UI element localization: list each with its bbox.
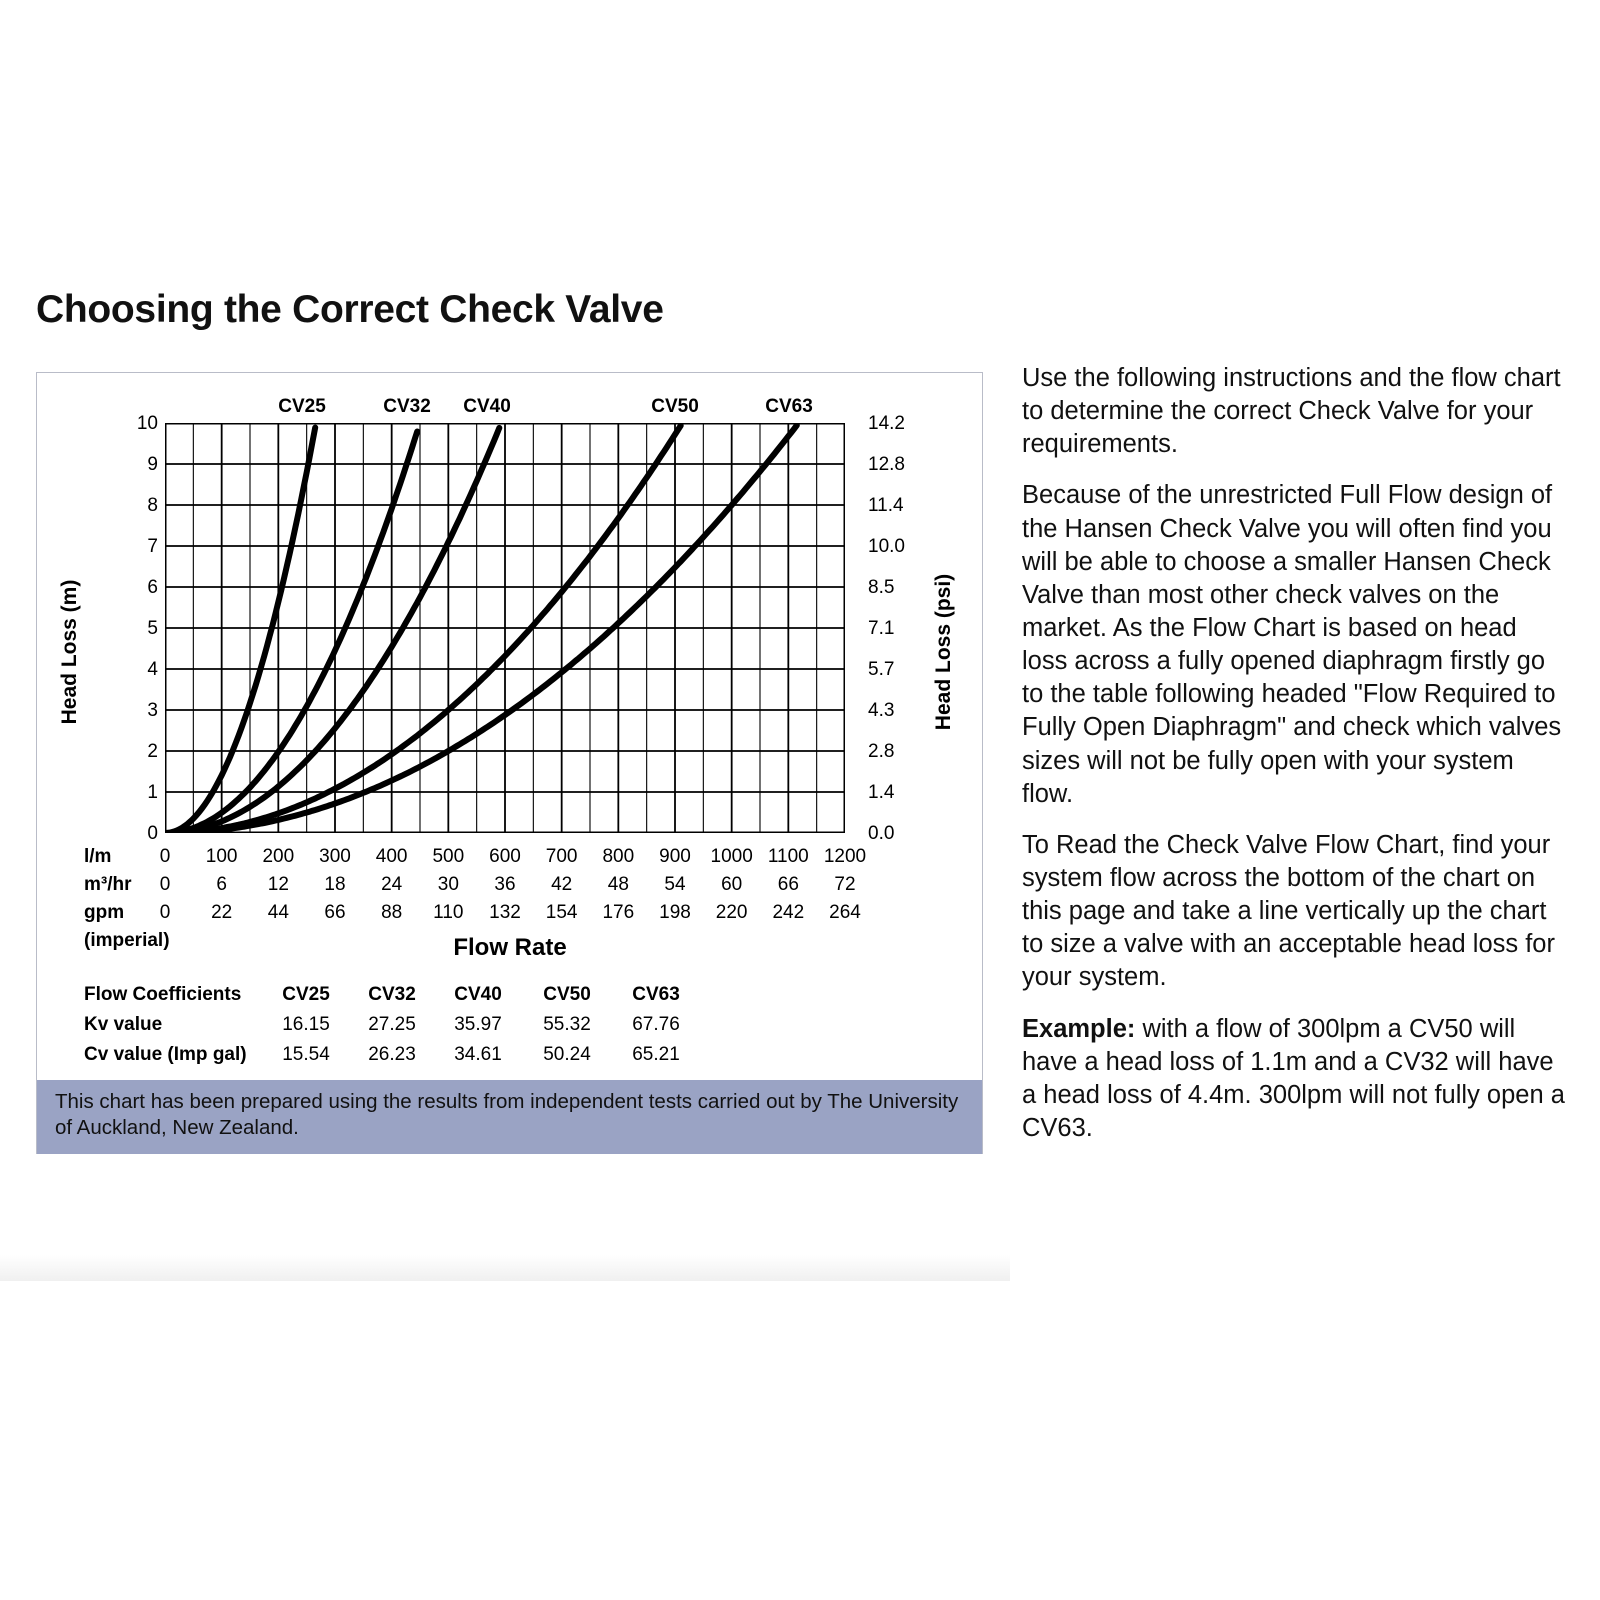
x-tick-lm: 400 bbox=[375, 846, 408, 867]
coef-col-cv25: CV25 bbox=[282, 984, 330, 1005]
x-tick-gpm: 132 bbox=[489, 902, 521, 923]
x-row-name-lpm: l/m bbox=[84, 846, 112, 867]
y-tick-left: 10 bbox=[136, 413, 158, 434]
x-axis-title: Flow Rate bbox=[453, 934, 567, 961]
coef-row-label-1: Kv value bbox=[84, 1014, 163, 1035]
coef-kv-cv25: 16.15 bbox=[282, 1014, 330, 1035]
x-tick-gpm: 44 bbox=[267, 902, 289, 923]
x-tick-gpm: 264 bbox=[829, 902, 861, 923]
x-tick-mhr: 12 bbox=[267, 874, 289, 895]
x-tick-gpm: 22 bbox=[211, 902, 233, 923]
x-tick-mhr: 30 bbox=[437, 874, 459, 895]
y-tick-right: 0.0 bbox=[868, 823, 895, 844]
coef-col-cv40: CV40 bbox=[454, 984, 502, 1005]
x-row-name-m3hr: m³/hr bbox=[84, 874, 132, 895]
y-tick-right: 4.3 bbox=[868, 700, 895, 721]
coef-kv-cv32: 27.25 bbox=[368, 1014, 416, 1035]
x-tick-gpm: 66 bbox=[324, 902, 346, 923]
x-tick-mhr: 42 bbox=[551, 874, 573, 895]
x-tick-mhr: 24 bbox=[381, 874, 403, 895]
y-tick-left: 6 bbox=[147, 577, 158, 598]
y-tick-left: 8 bbox=[147, 495, 158, 516]
example-label: Example: bbox=[1022, 1014, 1136, 1043]
coef-cv-cv32: 26.23 bbox=[368, 1044, 416, 1065]
series-label-cv32: CV32 bbox=[383, 396, 431, 417]
x-tick-mhr: 66 bbox=[777, 874, 799, 895]
x-tick-mhr: 60 bbox=[721, 874, 743, 895]
x-tick-lm: 0 bbox=[159, 846, 171, 867]
x-tick-gpm: 154 bbox=[545, 902, 578, 923]
plot-area bbox=[165, 423, 845, 833]
coef-row-label-2: Cv value (Imp gal) bbox=[84, 1044, 247, 1065]
coef-col-cv50: CV50 bbox=[543, 984, 591, 1005]
instructions-paragraph-1: Use the following instructions and the flow chart to determine the correct Check Valve for your requirements. bbox=[1022, 364, 1561, 459]
y-tick-left: 0 bbox=[147, 823, 158, 844]
coef-cv-cv50: 50.24 bbox=[543, 1044, 591, 1065]
x-tick-lm: 300 bbox=[319, 846, 351, 867]
x-tick-mhr: 54 bbox=[664, 874, 686, 895]
y-tick-left: 4 bbox=[147, 659, 158, 680]
x-tick-gpm: 88 bbox=[381, 902, 403, 923]
x-tick-mhr: 6 bbox=[216, 874, 227, 895]
x-tick-lm: 700 bbox=[545, 846, 578, 867]
coef-col-cv63: CV63 bbox=[632, 984, 680, 1005]
y-tick-right: 8.5 bbox=[868, 577, 895, 598]
x-tick-mhr: 18 bbox=[324, 874, 346, 895]
series-label-cv63: CV63 bbox=[765, 396, 813, 417]
x-tick-gpm: 110 bbox=[433, 902, 464, 923]
series-label-cv25: CV25 bbox=[278, 396, 326, 417]
x-tick-gpm: 242 bbox=[772, 902, 805, 923]
y-tick-right: 10.0 bbox=[868, 536, 905, 557]
y-tick-right: 5.7 bbox=[868, 659, 895, 680]
y-axis-title-right: Head Loss (psi) bbox=[932, 573, 955, 731]
x-tick-lm: 100 bbox=[205, 846, 238, 867]
x-tick-lm: 1100 bbox=[767, 846, 809, 867]
x-tick-lm: 200 bbox=[262, 846, 295, 867]
coef-cv-cv25: 15.54 bbox=[282, 1044, 330, 1065]
coef-col-cv32: CV32 bbox=[368, 984, 416, 1005]
x-tick-lm: 1000 bbox=[710, 846, 753, 867]
example-text: with a flow of 300lpm a CV50 will have a head loss of 1.1m and a CV32 will have a head loss of 4.4m. 300lpm will not fully open a CV63. bbox=[1022, 1014, 1565, 1142]
x-tick-lm: 600 bbox=[489, 846, 521, 867]
y-tick-right: 7.1 bbox=[868, 618, 895, 639]
page-title: Choosing the Correct Check Valve bbox=[36, 288, 664, 331]
x-tick-gpm: 176 bbox=[602, 902, 635, 923]
x-tick-lm: 900 bbox=[659, 846, 691, 867]
y-tick-right: 14.2 bbox=[868, 413, 905, 434]
x-row-name-gpm: gpm bbox=[84, 902, 125, 923]
chart-footnote: This chart has been prepared using the results from independent tests carried out by The University of Auckland, New Zealand. bbox=[37, 1080, 982, 1154]
coef-cv-cv40: 34.61 bbox=[454, 1044, 502, 1065]
coef-kv-cv40: 35.97 bbox=[454, 1014, 502, 1035]
y-axis-title-left: Head Loss (m) bbox=[58, 579, 81, 725]
y-tick-right: 1.4 bbox=[868, 782, 895, 803]
y-tick-right: 11.4 bbox=[868, 495, 904, 516]
instructions-paragraph-2: Because of the unrestricted Full Flow design of the Hansen Check Valve you will often find you will be able to choose a smaller Hansen Check Valve than most other check valves on the market. As the Flow Chart is based on head loss across a fully opened diaphragm firstly go to the table following headed "Flow Required to Fully Open Diaphragm" and check which valves sizes will not be fully open with your system flow. bbox=[1022, 481, 1562, 808]
y-tick-right: 2.8 bbox=[868, 741, 895, 762]
x-tick-lm: 1200 bbox=[823, 846, 867, 867]
page-bottom-fade bbox=[0, 1255, 1010, 1281]
series-label-cv40: CV40 bbox=[463, 396, 511, 417]
x-tick-mhr: 72 bbox=[834, 874, 856, 895]
x-tick-mhr: 0 bbox=[159, 874, 171, 895]
y-tick-left: 9 bbox=[147, 454, 158, 475]
y-tick-left: 3 bbox=[147, 700, 158, 721]
x-row-name-imperial: (imperial) bbox=[84, 930, 170, 951]
x-tick-gpm: 220 bbox=[715, 902, 748, 923]
y-tick-left: 5 bbox=[147, 618, 158, 639]
y-tick-left: 2 bbox=[147, 741, 158, 762]
x-tick-mhr: 36 bbox=[494, 874, 516, 895]
series-label-cv50: CV50 bbox=[651, 396, 699, 417]
x-tick-lm: 500 bbox=[432, 846, 465, 867]
y-tick-left: 7 bbox=[147, 536, 158, 557]
x-tick-lm: 800 bbox=[602, 846, 635, 867]
plot-svg bbox=[165, 423, 845, 833]
curve-cv50 bbox=[165, 426, 681, 833]
coef-kv-cv50: 55.32 bbox=[543, 1014, 591, 1035]
coef-row-label-0: Flow Coefficients bbox=[84, 984, 242, 1005]
example-paragraph bbox=[1022, 1013, 1567, 1146]
x-tick-gpm: 0 bbox=[159, 902, 171, 923]
coef-cv-cv63: 65.21 bbox=[632, 1044, 680, 1065]
y-tick-left: 1 bbox=[147, 782, 158, 803]
coef-kv-cv63: 67.76 bbox=[632, 1014, 680, 1035]
x-tick-mhr: 48 bbox=[607, 874, 629, 895]
instructions-paragraph-3: To Read the Check Valve Flow Chart, find your system flow across the bottom of the chart on this page and take a line vertically up the chart to size a valve with an acceptable head loss for your system. bbox=[1022, 830, 1555, 992]
x-tick-gpm: 198 bbox=[659, 902, 691, 923]
instructions-column bbox=[1022, 362, 1567, 1163]
y-tick-right: 12.8 bbox=[868, 454, 905, 475]
